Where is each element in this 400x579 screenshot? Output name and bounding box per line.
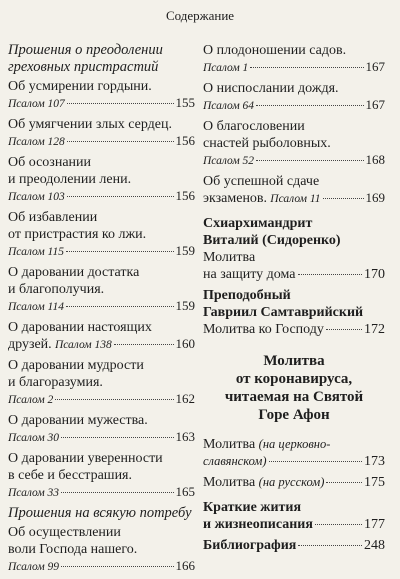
toc-entry-saint[interactable]: Преподобный Гавриил Самтаврийский Молитва ко Господу 172 (203, 288, 385, 337)
page-header: Содержание (165, 8, 235, 23)
toc-entry[interactable]: Об умягчении злых сердец. Псалом 128 156 (8, 117, 195, 148)
toc-entry-saint[interactable]: Схиархимандрит Виталий (Сидоренко) Молитва на защиту дома 170 (203, 216, 385, 282)
toc-entry[interactable]: О плодоношении садов. Псалом 1 167 (203, 43, 385, 74)
coronavirus-prayer-heading: Молитва от коронавируса, читаемая на Святой Горе Афон (224, 353, 364, 423)
toc-entry[interactable]: Об осуществлении воли Господа нашего. Псалом 99 166 (8, 525, 195, 573)
toc-entry[interactable]: О ниспослании дождя. Псалом 64 167 (203, 81, 385, 112)
toc-entry-bibliography[interactable]: Библиография 248 (203, 538, 385, 553)
toc-entry[interactable]: Молитва (на церковно- славянском) 173 (203, 437, 385, 469)
toc-entry[interactable]: О благословении снастей рыболовных. Псалом 52 168 (203, 119, 385, 167)
toc-entry[interactable]: Об избавлении от пристрастия ко лжи. Псалом 115 159 (8, 210, 195, 258)
section-heading: Прошения на всякую потребу (8, 505, 192, 521)
toc-entry[interactable]: О даровании настоящих друзей. Псалом 138 160 (8, 320, 195, 352)
section-heading: Прошения о преодолении греховных пристрастий (8, 42, 163, 75)
toc-entry[interactable]: Молитва (на русском) 175 (203, 475, 385, 490)
toc-left-column (8, 42, 195, 579)
toc-entry[interactable]: Об усмирении гордыни. Псалом 107 155 (8, 79, 195, 110)
toc-entry[interactable]: О даровании уверенности в себе и бесстрашия. Псалом 33 165 (8, 451, 195, 499)
toc-entry[interactable]: Об успешной сдаче экзаменов. Псалом 11 169 (203, 174, 385, 206)
toc-entry[interactable]: О даровании мудрости и благоразумия. Псалом 2 162 (8, 358, 195, 406)
toc-entry[interactable]: О даровании мужества. Псалом 30 163 (8, 413, 195, 444)
toc-entry-lives[interactable]: Краткие жития и жизнеописания 177 (203, 500, 385, 532)
toc-entry[interactable]: Об осознании и преодолении лени. Псалом 103 156 (8, 155, 195, 203)
toc-right-column (203, 42, 385, 558)
toc-entry[interactable]: О даровании достатка и благополучия. Псалом 114 159 (8, 265, 195, 313)
